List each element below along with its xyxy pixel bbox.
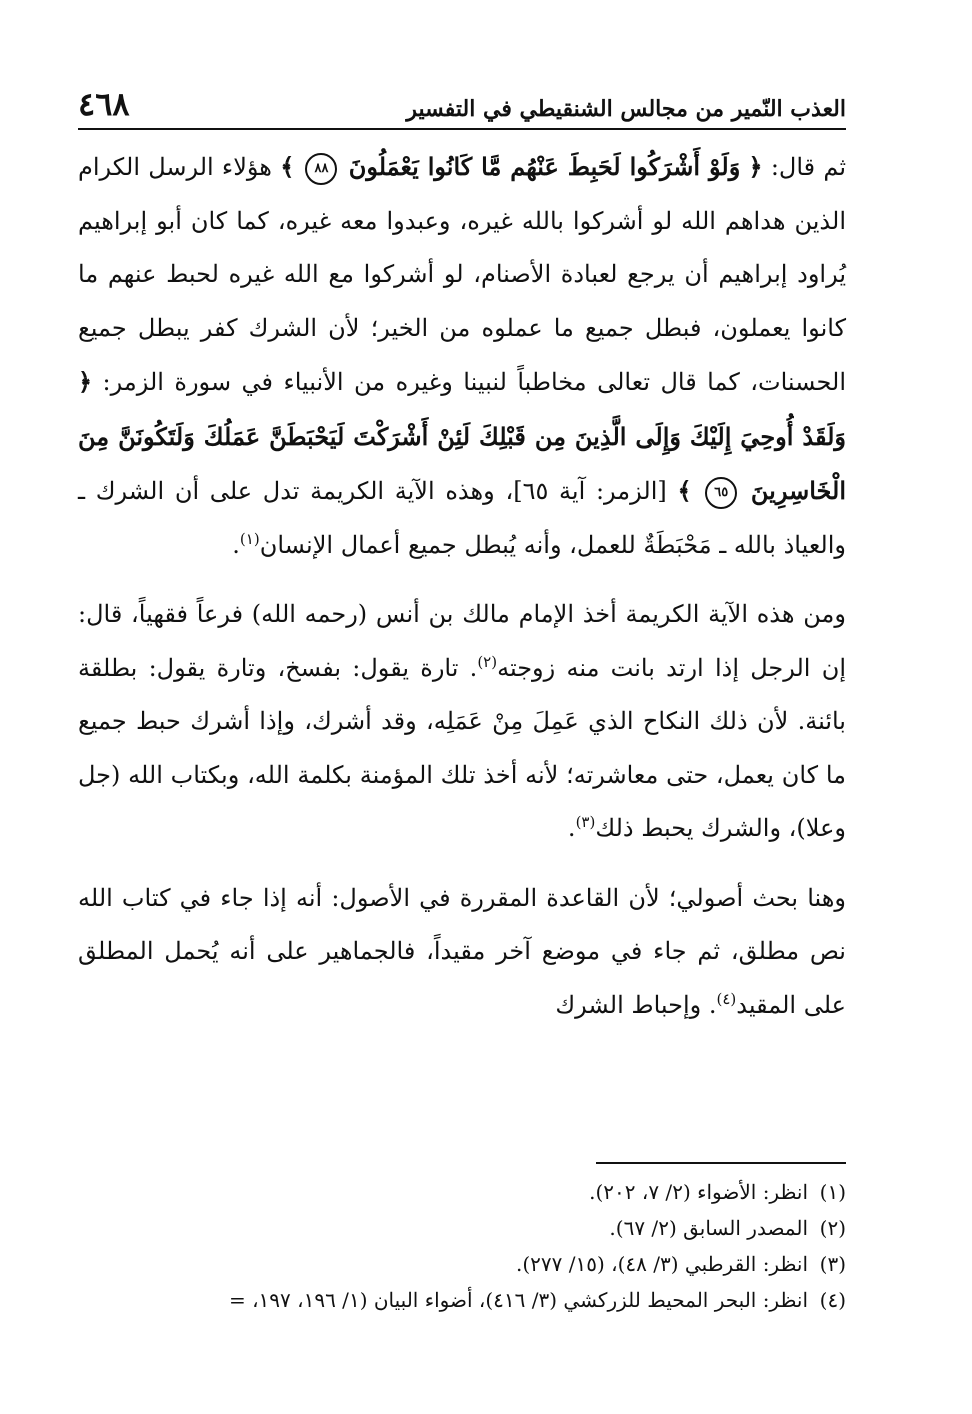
footnote-ref-2: (٢)	[477, 652, 498, 671]
page-header	[78, 78, 846, 130]
footnote-item	[78, 1174, 846, 1210]
footnote-number: (٤)	[819, 1288, 846, 1312]
footnote-number: (٢)	[819, 1216, 846, 1240]
footnote-text: انظر: القرطبي (٣/ ٤٨)، (١٥/ ٢٧٧).	[515, 1252, 808, 1276]
footnotes	[78, 1174, 846, 1318]
footnote-number: (٣)	[819, 1252, 846, 1276]
period: .	[232, 530, 240, 559]
footnote-item	[78, 1282, 846, 1318]
footnote-ref-1: (١)	[239, 529, 260, 548]
footnote-ref-4: (٤)	[716, 989, 737, 1008]
paragraph-text: ومن هذه الآية الكريمة أخذ الإمام مالك بن أنس (رحمه الله) فرعاً فقهياً، قال: إن الرجل إذا ارتد بانت منه زوجته	[78, 600, 847, 682]
paragraph-text: وهنا بحث أصولي؛ لأن القاعدة المقررة في الأصول: أنه إذا جاء في كتاب الله نص مطلق، ثم جاء في موضع آخر مقيداً، فالجماهير على أنه يُحمل المطلق على المقيد	[78, 883, 846, 1019]
footnote-item	[78, 1246, 846, 1282]
quran-close-bracket: ﴾	[280, 152, 295, 181]
quran-verse-2: وَلَقَدْ أُوحِيَ إِلَيْكَ وَإِلَى الَّذِينَ مِن قَبْلِكَ لَئِنْ أَشْرَكْتَ لَيَحْبَطَنَّ عَمَلُكَ وَلَتَكُونَنَّ مِنَ الْخَاسِرِينَ	[78, 421, 846, 505]
quran-verse-1: وَلَوْ أَشْرَكُوا لَحَبِطَ عَنْهُم مَّا كَانُوا يَعْمَلُونَ	[348, 152, 741, 181]
book-page	[78, 78, 846, 1368]
paragraph-text: . تارة يقول: بفسخ، وتارة يقول: بطلقة بائنة. لأن ذلك النكاح الذي عَمِلَ مِنْ عَمَلِه، وقد أشرك، وإذا أشرك حبط جميع ما كان يعمل، حتى معاشرته؛ لأنه أخذ تلك المؤمنة بكلمة الله، وبكتاب الله (جل وعلا)، والشرك يحبط ذلك	[78, 653, 846, 842]
paragraph-text: هؤلاء الرسل الكرام الذين هداهم الله لو أشركوا بالله غيره، وعبدوا معه غيره، كما كان أبو إبراهيم يُراود إبراهيم أن يرجع لعبادة الأصنام، لو أشركوا مع الله غيره لحبط عنهم ما كانوا يعملون، فبطل جميع ما عملوه من الخير؛ لأن الشرك كفر يبطل جميع الحسنات، كما قال تعالى مخاطباً لنبينا وغيره من الأنبياء في سورة الزمر:	[78, 153, 846, 396]
paragraph-2	[78, 588, 846, 856]
ayah-number-mark-2: ٦٥	[705, 477, 737, 509]
footnote-divider	[596, 1162, 846, 1164]
quran-open-bracket: ﴿	[748, 152, 763, 181]
ayah-number-mark-1: ٨٨	[305, 153, 337, 185]
quran-close-bracket-2: ﴾	[677, 476, 692, 505]
footnote-text: المصدر السابق (٢/ ٦٧).	[609, 1216, 808, 1240]
footnote-ref-3: (٣)	[575, 813, 596, 831]
footnote-item	[78, 1210, 846, 1246]
page-number: ٤٦٨	[78, 85, 130, 123]
main-text	[78, 140, 846, 1032]
paragraph-text: . وإحباط الشرك	[555, 990, 717, 1019]
running-title: العذب النّمير من مجالس الشنقيطي في التفسير	[406, 96, 846, 122]
intro-text: ثم قال:	[762, 153, 846, 181]
footnote-number: (١)	[819, 1180, 846, 1204]
paragraph-text: [الزمر: آية ٦٥]، وهذه الآية الكريمة تدل على أن الشرك ـ والعياذ بالله ـ مَحْبَطَةٌ للعمل، وأنه يُبطل جميع أعمال الإنسان	[78, 477, 846, 559]
paragraph-3	[78, 872, 846, 1033]
footnote-text: انظر: البحر المحيط للزركشي (٣/ ٤١٦)، أضواء البيان (١/ ١٩٦، ١٩٧، =	[228, 1288, 808, 1312]
footnote-text: انظر: الأضواء (٢/ ٧، ٢٠٢).	[589, 1180, 808, 1204]
period: .	[567, 814, 576, 842]
quran-open-bracket-2: ﴿	[78, 367, 93, 396]
paragraph-1	[78, 140, 846, 572]
